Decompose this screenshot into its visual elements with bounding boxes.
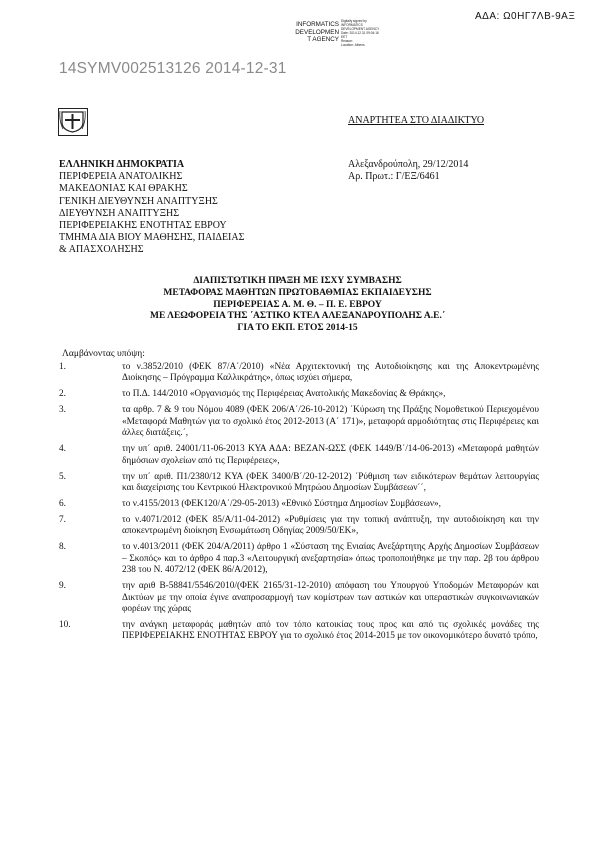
item-number: 8. xyxy=(59,542,66,553)
list-item xyxy=(59,405,539,439)
item-text: την υπ΄ αριθ. 24001/11-06-2013 ΚΥΑ ΑΔΑ: ΒΕΖΑΝ-ΩΣΣ (ΦΕΚ 1449/Β΄/14-06-2013) «Μεταφορά μαθητών δημόσιων σχολείων από τις Περιφέρειες», xyxy=(122,444,539,466)
issuer-line: ΓΕΝΙΚΗ ΔΙΕΥΘΥΝΣΗ ΑΝΑΠΤΥΞΗΣ xyxy=(59,195,218,207)
item-text: το ν.3852/2010 (ΦΕΚ 87/Α΄/2010) «Νέα Αρχιτεκτονική της Αυτοδιοίκησης και της Αποκεντρωμένης Διοίκησης – Πρόγραμμα Καλλικράτης», όπως ισχύει σήμερα, xyxy=(122,362,539,384)
item-number: 7. xyxy=(59,515,66,526)
protocol-number: Αρ. Πρωτ.: Γ/ΕΞ/6461 xyxy=(348,171,440,183)
list-item xyxy=(59,581,539,615)
issuer-line: & ΑΠΑΣΧΟΛΗΣΗΣ xyxy=(59,244,144,256)
stamp-organization: INFORMATICS DEVELOPMEN T AGENCY xyxy=(295,21,339,44)
document-number: 14SYMV002513126 2014-12-31 xyxy=(59,60,287,77)
item-text: την αριθ Β-58841/5546/2010/(ΦΕΚ 2165/31-12-2010) απόφαση του Υπουργού Υποδομών Μεταφορών και Δικτύων με την οποία έγινε αναπροσαρμογή των κομίστρων των αστικών και υπεραστικών συγκοινωνιακών φορέων της χώρας xyxy=(122,581,539,615)
item-text: το ν.4013/2011 (ΦΕΚ 204/Α/2011) άρθρο 1 «Σύσταση της Ενιαίας Ανεξάρτητης Αρχής Δημοσίων Συμβάσεων – Σκοπός» και το άρθρο 4 παρ.3 «Λειτουργική ανεξαρτησία» όπως τροποποιήθηκε με την παρ. 2β του άρθρου 238 του Ν. 4072/12 (ΦΕΚ 86/Α/2012), xyxy=(122,542,539,576)
issuer-line: ΤΜΗΜΑ ΔΙΑ ΒΙΟΥ ΜΑΘΗΣΗΣ, ΠΑΙΔΕΙΑΣ xyxy=(59,232,245,244)
greek-coat-of-arms-icon xyxy=(58,108,88,136)
issuer-line: ΠΕΡΙΦΕΡΕΙΑ ΑΝΑΤΟΛΙΚΗΣ xyxy=(59,171,183,183)
document-title: ΔΙΑΠΙΣΤΩΤΙΚΗ ΠΡΑΞΗ ΜΕ ΙΣΧΥ ΣΥΜΒΑΣΗΣ ΜΕΤΑΦΟΡΑΣ ΜΑΘΗΤΩΝ ΠΡΩΤΟΒΑΘΜΙΑΣ ΕΚΠΑΙΔΕΥΣΗΣ ΠΕΡΙΦΕΡΕΙΑΣ Α. Μ. Θ. – Π. Ε. ΕΒΡΟΥ ΜΕ ΛΕΩΦΟΡΕΙΑ ΤΗΣ ΄ΑΣΤΙΚΟ ΚΤΕΛ ΑΛΕΞΑΝΔΡΟΥΠΟΛΗΣ Α.Ε.΄ ΓΙΑ ΤΟ ΕΚΠ. ΕΤΟΣ 2014-15 xyxy=(150,276,445,334)
list-item xyxy=(59,444,539,467)
list-item xyxy=(59,499,539,510)
item-number: 2. xyxy=(59,389,66,400)
item-number: 5. xyxy=(59,471,66,482)
item-number: 10. xyxy=(59,620,71,631)
list-item xyxy=(59,620,539,643)
item-text: το ν.4071/2012 (ΦΕΚ 85/Α/11-04-2012) «Ρυθμίσεις για την τοπική ανάπτυξη, την αυτοδιοίκηση και την αποκεντρωμένη διοίκηση Ενσωμάτωση Οδηγίας 2009/50/ΕΚ», xyxy=(122,515,539,537)
list-item xyxy=(59,542,539,576)
item-number: 1. xyxy=(59,362,66,372)
publish-notice: ΑΝΑΡΤΗΤΕΑ ΣΤΟ ΔΙΑΔΙΚΤΥΟ xyxy=(348,115,485,126)
item-text: την υπ΄ αριθ. Π1/2380/12 ΚΥΑ (ΦΕΚ 3400/Β΄/20-12-2012) ΄Ρύθμιση των ειδικότερων θεμάτων λειτουργίας και διαχείρισης του Κεντρικού Ηλεκτρονικού Μητρώου Δημοσίων Συμβάσεων΄΄, xyxy=(122,471,539,494)
issuer-line: ΜΑΚΕΔΟΝΙΑΣ ΚΑΙ ΘΡΑΚΗΣ xyxy=(59,183,188,195)
item-number: 3. xyxy=(59,405,66,416)
item-text: την ανάγκη μεταφοράς μαθητών από τον τόπο κατοικίας τους προς και από τις σχολικές μονάδες της ΠΕΡΙΦΕΡΕΙΑΚΗΣ ΕΝΟΤΗΤΑΣ ΕΒΡΟΥ για το σχολικό έτος 2014-2015 με τον οικονομικότερο δυνατό τρόπο, xyxy=(122,620,539,642)
list-item xyxy=(59,515,539,538)
item-number: 4. xyxy=(59,444,66,455)
item-text: το Π.Δ. 144/2010 «Οργανισμός της Περιφέρειας Ανατολικής Μακεδονίας & Θράκης», xyxy=(122,389,446,400)
issuer-title: ΕΛΛΗΝΙΚΗ ΔΗΜΟΚΡΑΤΙΑ xyxy=(59,159,185,170)
ada-code: ΑΔΑ: Ω0ΗΓ7ΛΒ-9ΑΞ xyxy=(475,11,576,22)
place-date: Αλεξανδρούπολη, 29/12/2014 xyxy=(348,159,469,170)
issuer-line: ΠΕΡΙΦΕΡΕΙΑΚΗΣ ΕΝΟΤΗΤΑΣ ΕΒΡΟΥ xyxy=(59,220,227,232)
stamp-details: Digitally signed by INFORMATICS DEVELOPMENT AGENCY Date: 2014.12.31 09:04:16 EET Reason: Location: Athens xyxy=(341,19,380,47)
intro-text: Λαμβάνοντας υπόψη: xyxy=(62,349,145,359)
list-item xyxy=(59,472,539,495)
list-item xyxy=(59,362,539,385)
item-number: 6. xyxy=(59,499,66,510)
list-item xyxy=(59,389,539,400)
considerations-list xyxy=(59,362,539,647)
issuer-block xyxy=(59,159,299,257)
item-number: 9. xyxy=(59,581,66,592)
item-text: τα αρθρ. 7 & 9 του Νόμου 4089 (ΦΕΚ 206/Α΄/26-10-2012) ΄Κύρωση της Πράξης Νομοθετικού Περιεχομένου «Μεταφορά Μαθητών για το σχολικό έτος 2012-2013 (Α΄ 171)», μεταφορά αρμοδιότητας στις Περιφέρειες και άλλες διατάξεις.΄, xyxy=(122,405,539,439)
issuer-line: ΔΙΕΥΘΥΝΣΗ ΑΝΑΠΤΥΞΗΣ xyxy=(59,207,180,219)
item-text: το ν.4155/2013 (ΦΕΚ120/Α΄/29-05-2013) «Εθνικό Σύστημα Δημοσίων Συμβάσεων», xyxy=(122,499,442,510)
place-date-block xyxy=(348,159,468,183)
